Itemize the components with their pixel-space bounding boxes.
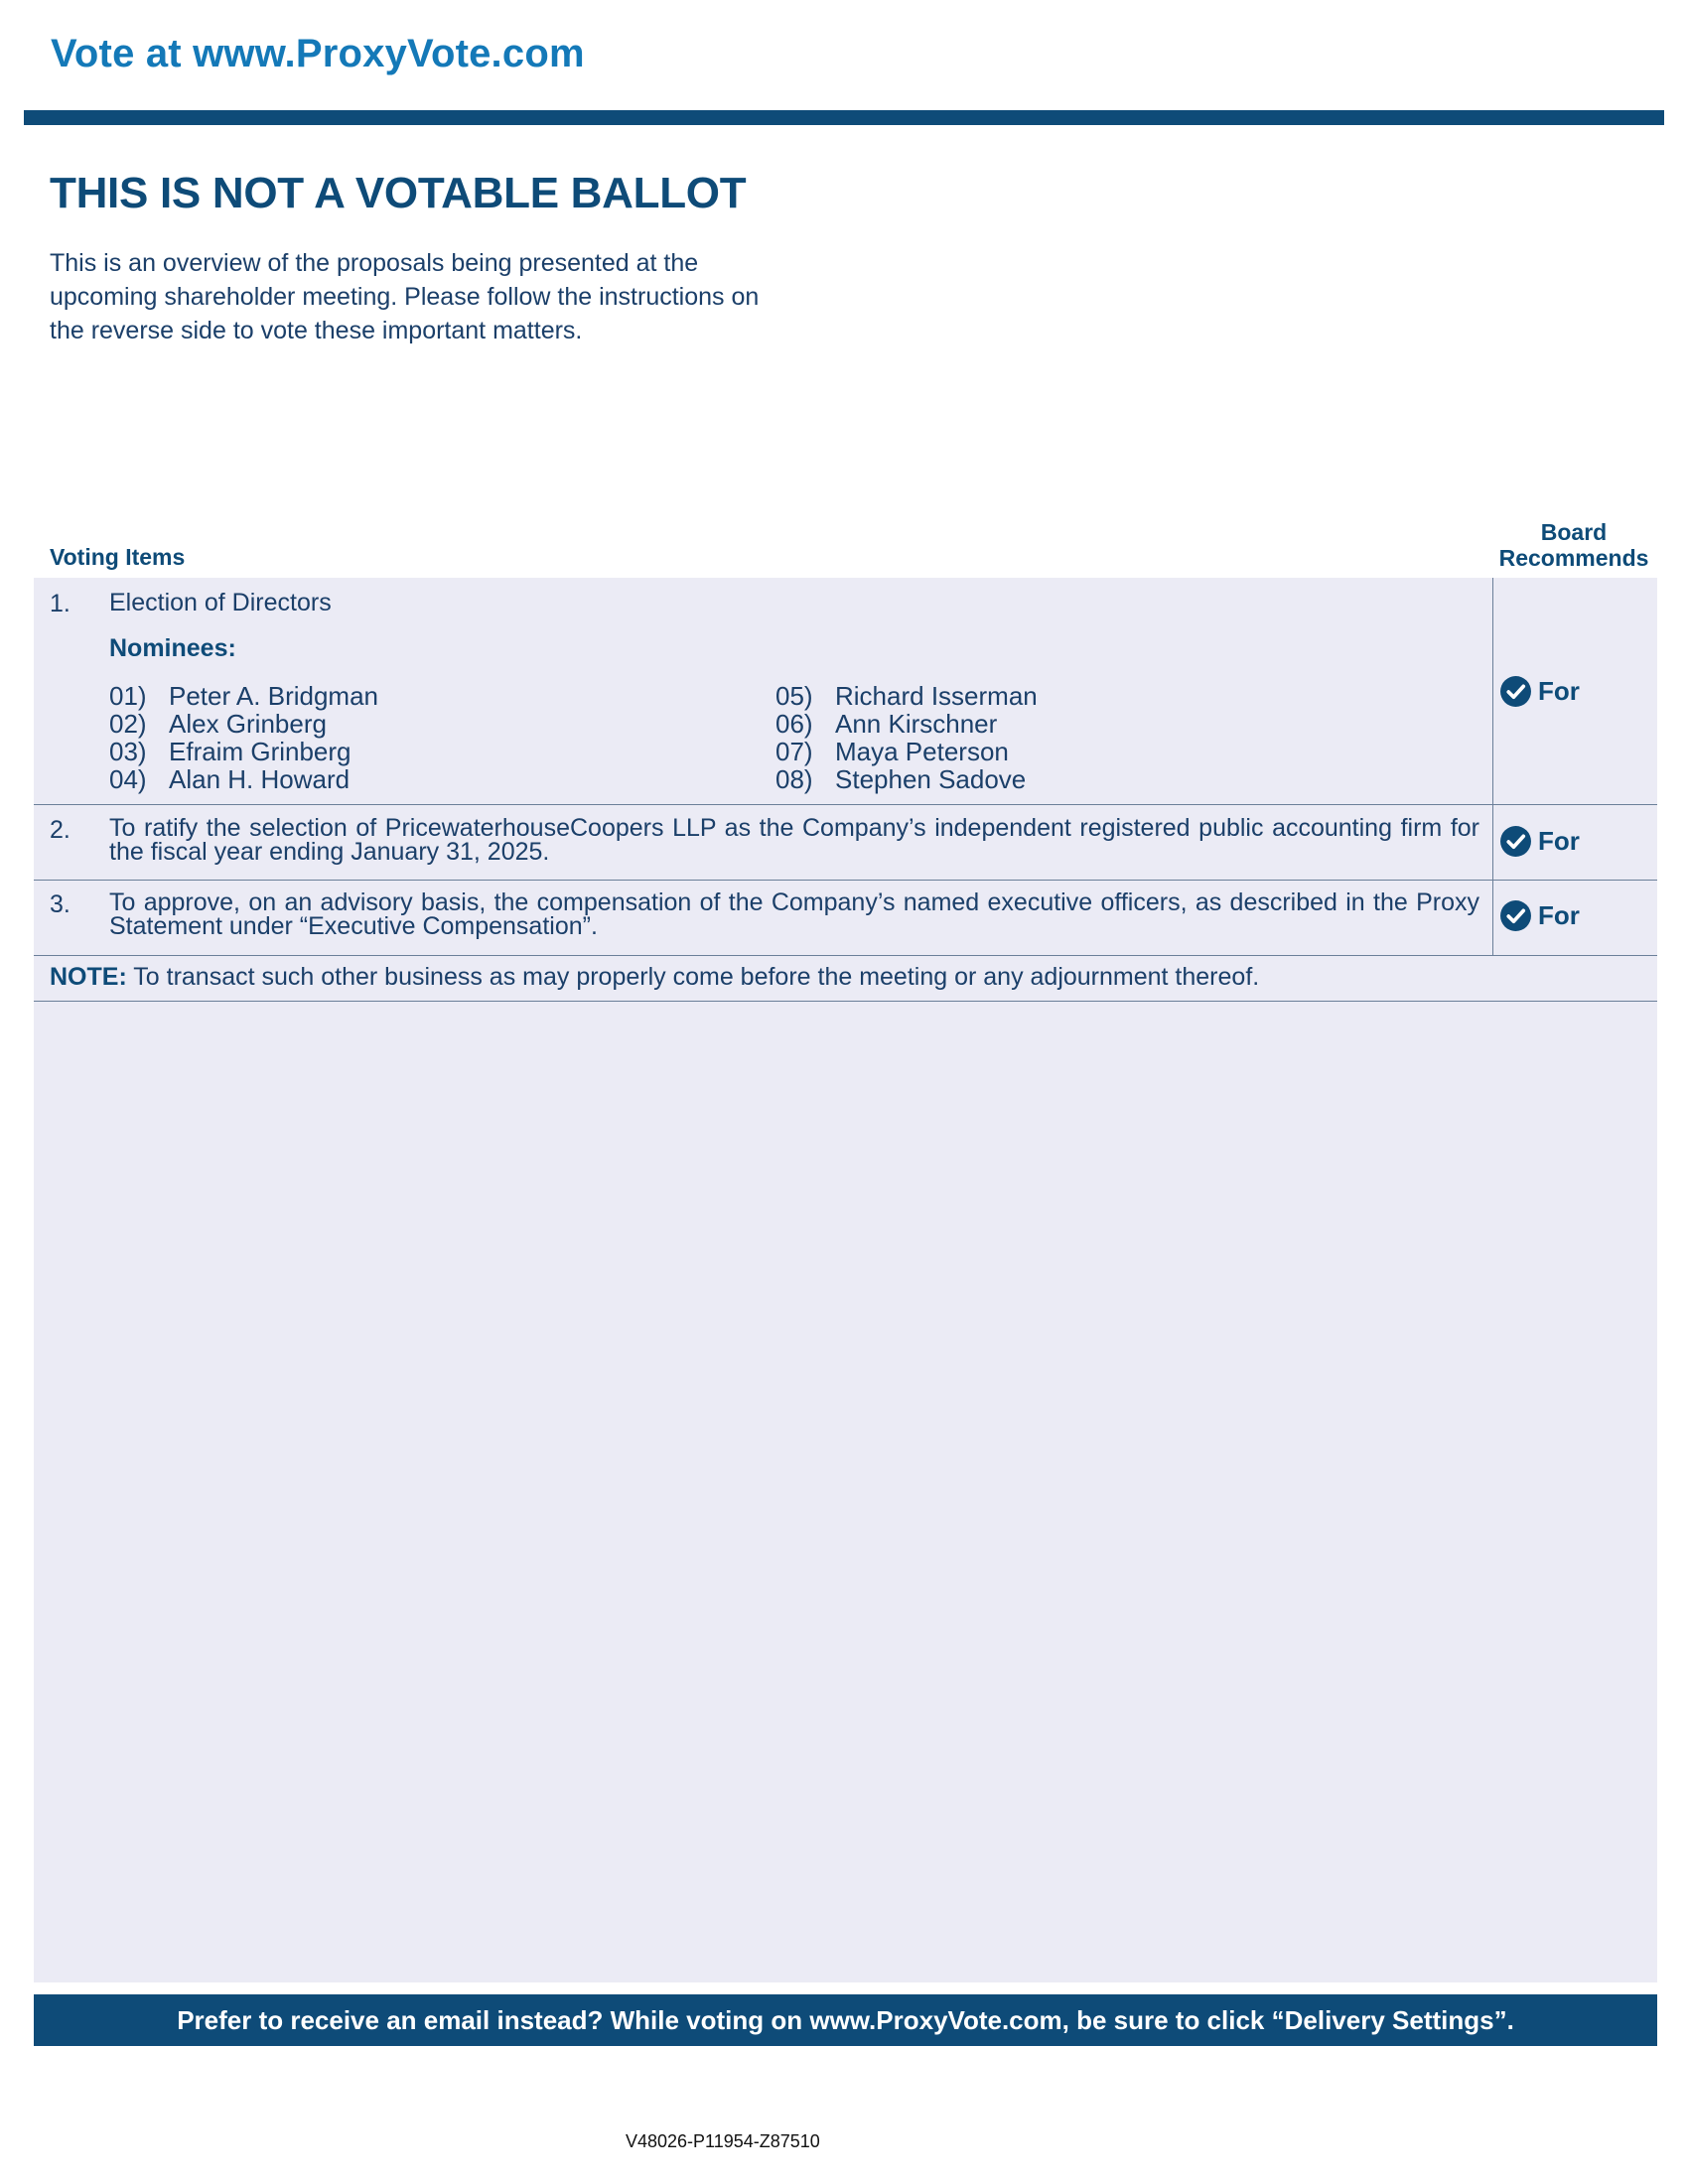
note: NOTE: To transact such other business as may properly come before the meeting or any adjournment thereof. <box>50 963 1260 991</box>
nominee: 04) Alan H. Howard <box>109 764 351 794</box>
checkmark-icon <box>1499 825 1532 858</box>
board-header-line: Recommends <box>1498 545 1649 571</box>
item-text: To ratify the selection of PricewaterhouseCoopers LLP as the Company’s independent registered public accounting firm for the fiscal year ending January 31, 2025. <box>109 814 1479 866</box>
intro-line: the reverse side to vote these important matters. <box>50 317 583 344</box>
recommendation: For <box>1499 675 1580 708</box>
row-divider <box>34 880 1657 881</box>
item-number: 1. <box>50 590 70 617</box>
row-divider <box>34 804 1657 805</box>
intro-text <box>50 246 844 347</box>
nominee: 03) Efraim Grinberg <box>109 737 352 766</box>
item-text: Election of Directors <box>109 589 332 616</box>
control-code: V48026-P11954-Z87510 <box>626 2131 820 2151</box>
row-divider <box>34 1001 1657 1002</box>
recommendation: For <box>1499 825 1580 858</box>
board-recommends-header <box>1489 519 1658 571</box>
checkmark-icon <box>1499 899 1532 932</box>
delivery-settings-banner: Prefer to receive an email instead? While voting on www.ProxyVote.com, be sure to click “Delivery Settings”. <box>34 1994 1657 2046</box>
nominee: 05) Richard Isserman <box>775 681 1038 711</box>
nominees-label: Nominees: <box>109 634 236 662</box>
item-number: 2. <box>50 816 70 844</box>
nominee: 02) Alex Grinberg <box>109 709 327 739</box>
recommendation: For <box>1499 899 1580 932</box>
voting-items-header: Voting Items <box>50 544 186 570</box>
column-divider <box>1492 578 1493 955</box>
row-divider <box>34 955 1657 956</box>
page-title: THIS IS NOT A VOTABLE BALLOT <box>50 169 747 217</box>
intro-line: This is an overview of the proposals being presented at the <box>50 249 699 277</box>
intro-line: upcoming shareholder meeting. Please follow the instructions on <box>50 283 760 311</box>
vote-link[interactable]: Vote at www.ProxyVote.com <box>51 32 585 75</box>
item-number: 3. <box>50 890 70 918</box>
nominee: 06) Ann Kirschner <box>775 709 998 739</box>
header-rule <box>24 110 1664 125</box>
nominee: 08) Stephen Sadove <box>775 764 1027 794</box>
item-text: To approve, on an advisory basis, the compensation of the Company’s named executive officers, as described in the Proxy Statement under “Executive Compensation”. <box>109 888 1479 940</box>
board-header-line: Board <box>1540 519 1608 545</box>
checkmark-icon <box>1499 675 1532 708</box>
nominee: 07) Maya Peterson <box>775 737 1009 766</box>
nominee: 01) Peter A. Bridgman <box>109 681 378 711</box>
